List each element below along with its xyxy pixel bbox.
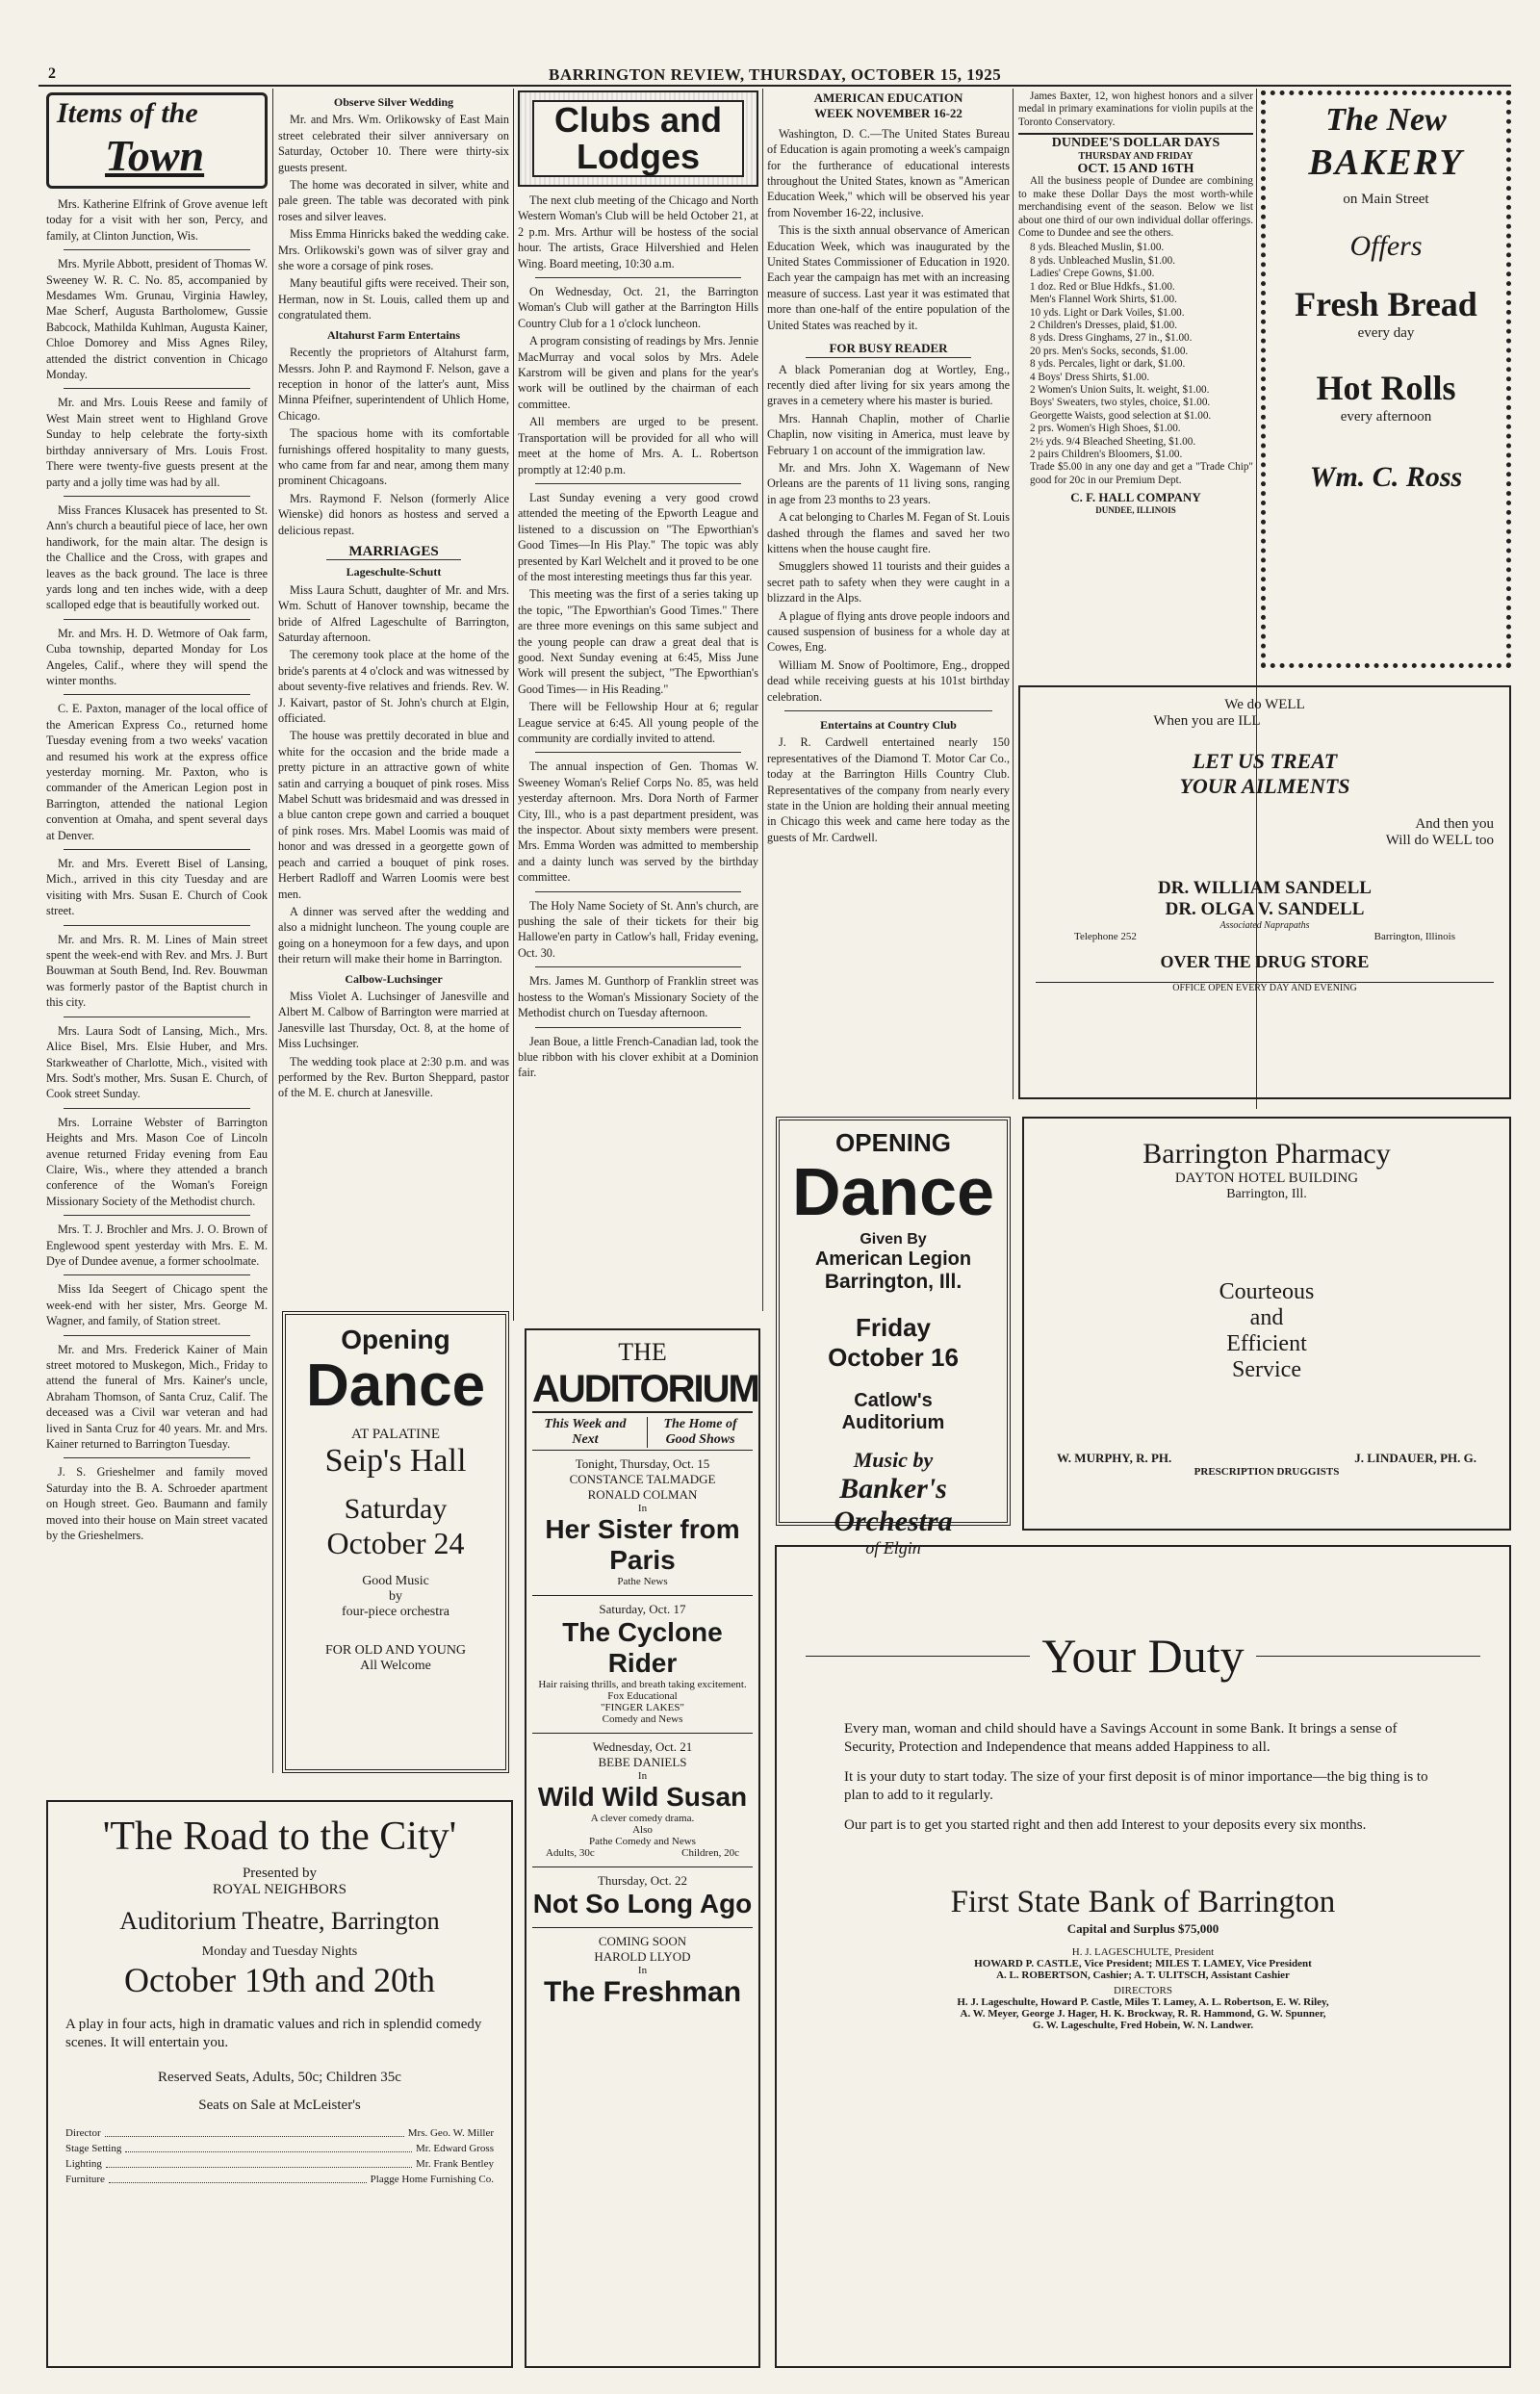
bank-name: First State Bank of Barrington [950,1885,1336,1919]
doctor-name: DR. WILLIAM SANDELL [1158,878,1372,898]
paragraph: This is the sixth annual observance of American Education Week, which was inaugurated by the United States Commissioner of Education in 1920. Each year the campaign has met with an increasing measure of success. Last year it was estimated that more than one-half of the entire population of the United States was reached by it. [767,223,1010,332]
dundee-offer-list [1018,242,1253,487]
dundee-offer-item: Men's Flannel Work Shirts, $1.00. [1030,294,1177,306]
legion-dance-ad [776,1117,1011,1557]
paragraph: Miss Emma Hinricks baked the wedding cake. Mrs. Orlikowski's gown was of silver gray and she wore a corsage of pink roses. [278,227,509,273]
seip-line: October 24 [326,1526,465,1560]
paragraph: Mr. and Mrs. John X. Wagemann of New Orleans are the parents of 11 living sons, ranging in age from 23 months to 23 years. [767,460,1010,506]
seip-line: Saturday [344,1493,448,1525]
paragraph: William M. Snow of Pooltimore, Eng., dropped dead while receiving guests at his 101st birthday celebration. [767,657,1010,704]
coming-soon: COMING SOON [532,1927,753,1949]
sandell-line: When you are ILL [1153,713,1261,729]
headline: AMERICAN EDUCATION [813,90,963,105]
dundee-town: DUNDEE, ILLINOIS [1095,504,1176,515]
road-prices: Reserved Seats, Adults, 50c; Children 35c [158,2070,401,2085]
dundee-offer-item: Trade $5.00 in any one day and get a "Trade Chip" good for 20c in our Premium Dept. [1030,461,1253,486]
paragraph: The ceremony took place at the home of the bride's parents at 4 o'clock and was witnessed by about seventy-five relatives and friends. Rev. W. J. Kaivart, pastor of St. John's church at Elgin, officiated. [278,648,509,726]
paragraph: Jean Boue, a little French-Canadian lad, took the blue ribbon with his clover exhibit at a Dominion fair. [518,1034,758,1080]
column-rule [762,89,763,1311]
dundee-subtitle: THURSDAY AND FRIDAY [1078,150,1194,162]
credit-role: Stage Setting [65,2143,122,2154]
road-sale: Seats on Sale at McLeister's [198,2098,361,2113]
paragraph: There will be Fellowship Hour at 6; regular League service at 6:45. All young people of the community are cordially invited to attend. [518,700,758,745]
sandell-telephone: Telephone 252 [1074,931,1137,942]
bakery-line: on Main Street [1343,192,1429,207]
paragraph: The annual inspection of Gen. Thomas W. Sweeney Woman's Relief Corps No. 85, was held yesterday afternoon. Mrs. Dora North of Farmer City, Ill., who is a past department president, was the inspector. About sixty members were present. Mrs. Emma Worden was admitted to membership and a dainty lunch was served by the birthday committee. [518,759,758,885]
news-item: Miss Frances Klusacek has presented to St. Ann's church a beautiful piece of lace, her own handiwork, for the main altar. The design is the Challice and the Cross, with grapes and leaves as the back ground. The lace is three yards long and ten inches wide, with a deep scalloped edge that is beautifully worked out. [46,502,268,612]
bank-officer: A. L. ROBERTSON, Cashier; A. T. ULITSCH, Assistant Cashier [996,1969,1290,1981]
paragraph: A dinner was served after the wedding and also a midnight luncheon. The young couple are going on a honeymoon for a few days, and upon their return will make their home in Barrington. [278,904,509,966]
dundee-title: DUNDEE'S DOLLAR DAYS [1051,136,1220,151]
showing-star: CONSTANCE TALMADGE [569,1472,716,1486]
legion-line: Dance [791,1154,995,1229]
admission-price: Children, 20c [681,1847,739,1859]
bakery-line: The New [1325,102,1447,138]
bakery-line: Wm. C. Ross [1309,461,1463,493]
pharmacy-ad [1022,1117,1511,1531]
showing-title: Not So Long Ago [532,1889,753,1918]
seip-line: four-piece orchestra [341,1605,450,1619]
page-number: 2 [48,65,56,82]
education-week-column [767,90,1010,1101]
legion-line: October 16 [828,1343,959,1372]
headline: Lageschulte-Schutt [346,565,442,579]
bank-officer: H. J. LAGESCHULTE, President [1071,1946,1215,1958]
dundee-offer-item: 2 pairs Children's Bloomers, $1.00. [1030,448,1183,460]
bakery-ad [1261,90,1511,668]
auditorium-line: THE [618,1338,667,1366]
news-item: Mrs. Laura Sodt of Lansing, Mich., Mrs. Alice Bisel, Mrs. Elsie Huber, and Mrs. Starkweather of Charlotte, Mich., visited with Mrs. Sodt's mother, Mrs. Susan E. Church, of Cook street Sunday. [46,1023,268,1101]
director-list: G. W. Lageschulte, Fred Hobein, W. N. Landwer. [1032,2020,1254,2031]
dundee-offer-item: 8 yds. Percales, light or dark, $1.00. [1030,358,1186,371]
pharmacy-line: PRESCRIPTION DRUGGISTS [1194,1466,1340,1478]
showing-line: Pathe Comedy and News [589,1836,696,1847]
road-line: October 19th and 20th [124,1961,435,1999]
director-list: H. J. Lageschulte, Howard P. Castle, Miles T. Lamey, A. L. Robertson, E. W. Riley, [957,1996,1329,2008]
clubs-and-lodges-logo [518,90,758,187]
dundee-offer-item: 1 doz. Red or Blue Hdkfs., $1.00. [1030,280,1175,293]
credit-row [65,2156,494,2172]
paragraph: Mrs. Hannah Chaplin, mother of Charlie Chaplin, now visiting in America, must leave by February 1 on account of the immigration law. [767,411,1010,457]
first-state-bank-ad [775,1545,1511,2368]
dundee-offer-item: 4 Boys' Dress Shirts, $1.00. [1030,371,1150,383]
dundee-offer-item: 8 yds. Bleached Muslin, $1.00. [1030,242,1165,254]
pharmacy-line: Barrington, Ill. [1226,1187,1307,1201]
showing-line: "FINGER LAKES" [601,1702,684,1713]
paragraph: A program consisting of readings by Mrs. Jennie MacMurray and vocal solos by Mrs. Adele Karstrom will be given and plans for the year's work will be outlined by the chairman of each committee. [518,334,758,411]
sandell-headline: LET US TREAT [1192,749,1338,773]
credit-role: Furniture [65,2174,105,2185]
legion-line: Orchestra [834,1506,953,1537]
dundee-offer-item: 8 yds. Unbleached Muslin, $1.00. [1030,254,1176,267]
sandell-town: Barrington, Illinois [1373,931,1455,942]
news-item: Mrs. Katherine Elfrink of Grove avenue left today for a visit with her son, Percy, and family, at Clinton Junction, Wis. [46,197,268,243]
sandell-line: Associated Naprapaths [1219,920,1310,931]
legion-line: American Legion [814,1248,972,1270]
bakery-line: Hot Rolls [1316,369,1456,407]
paragraph: Mrs. James M. Gunthorp of Franklin street was hostess to the Woman's Missionary Society of the Methodist church on Tuesday afternoon. [518,974,758,1020]
bank-paragraph: Every man, woman and child should have a Savings Account in some Bank. It brings a sense of Security, Protection and Independence that means added Happiness to all. [844,1721,1398,1755]
credits-list [65,2125,494,2187]
seip-line: AT PALATINE [350,1427,441,1442]
seip-line: Dance [305,1352,486,1419]
paragraph: Smugglers showed 11 tourists and their guides a secret path to safety when they were caught in a blizzard in the Alps. [767,559,1010,605]
paragraph: All the business people of Dundee are combining to make these Dollar Days the most worth-while merchandising event of the season. Below we list about one third of our own individual dollar offerings. Come to Dundee and see the others. [1018,175,1253,240]
legion-line: Given By [860,1231,927,1248]
road-to-the-city-ad [46,1800,513,2368]
paragraph: The next club meeting of the Chicago and North Western Woman's Club will be held October 21, at 2 p.m. Mrs. Arthur will be hostess of the social hour. The artists, Grace Hilvershied and Helen Wing. Board meeting, 10:30 a.m. [518,193,758,270]
paragraph: Mr. and Mrs. Wm. Orlikowsky of East Main street celebrated their silver anniversary on Saturday, October 10. There were thirty-six guests present. [278,113,509,174]
showing-line: Hair raising thrills, and breath taking excitement. [538,1679,747,1690]
paragraph: The Holy Name Society of St. Ann's church, are pushing the sale of their tickets for their big Hallowe'en party in Catlow's hall, Friday evening, Oct. 30. [518,898,758,960]
dundee-offer-item: 2 Women's Union Suits, lt. weight, $1.00. [1030,383,1210,396]
pharmacy-line: Efficient [1226,1331,1307,1356]
credit-row [65,2141,494,2156]
headline: Observe Silver Wedding [333,95,454,109]
bank-officer: HOWARD P. CASTLE, Vice President; MILES T. LAMEY, Vice President [974,1958,1312,1969]
seip-line: All Welcome [360,1659,431,1673]
headline: Altahurst Farm Entertains [327,327,460,342]
legion-line: Friday [855,1313,932,1342]
showing-line: Pathe News [617,1576,668,1587]
showing-star: BEBE DANIELS [598,1755,687,1769]
leader-dots [109,2172,367,2183]
items-title-a: Items of the [57,97,198,129]
sandell-headline: YOUR AILMENTS [1179,774,1350,798]
auditorium-ad [525,1328,760,2368]
credit-name: Mrs. Geo. W. Miller [407,2127,494,2139]
bakery-line: Offers [1349,230,1423,262]
sandell-naprapaths-ad [1018,685,1511,1099]
legion-line: of Elgin [865,1538,921,1557]
dundee-offer-item: 2½ yds. 9/4 Bleached Sheeting, $1.00. [1030,435,1196,448]
news-item: Mr. and Mrs. Frederick Kainer of Main street motored to Muskegon, Mich., Friday to attend the funeral of Mrs. Kainer's uncle, Abraham Thomson, of Santa Cruz, Calif. The deceased was a Civil war veteran and had lived in Santa Cruz for 40 years. Mr. and Mrs. Kainer returned to Barrington Tuesday. [46,1342,268,1452]
news-item: Mr. and Mrs. H. D. Wetmore of Oak farm, Cuba township, departed Monday for Los Angeles, Calif., where they will spend the winter months. [46,626,268,687]
admission-price: Adults, 30c [546,1847,595,1859]
credit-name: Mr. Edward Gross [416,2143,494,2154]
play-title: 'The Road to the City' [102,1815,457,1859]
paragraph: Miss Laura Schutt, daughter of Mr. and Mrs. Wm. Schutt of Hanover township, became the bride of Alfred Lageschulte of Barrington, Saturday afternoon. [278,582,509,644]
paragraph: This meeting was the first of a series taking up the topic, "The Epworthian's Good Times." There are three more evenings on this same subject and the young people can draw a great deal that is good. Next Sunday evening at 6:45, Miss June Work will present the subject, "The Epworthian's Good Times— in His Reading." [518,587,758,696]
pharmacy-line: Courteous [1219,1279,1315,1304]
showing-line: Also [632,1824,653,1836]
pharmacist-name: J. LINDAUER, PH. G. [1354,1451,1476,1465]
credit-role: Lighting [65,2158,102,2170]
dundee-dates: OCT. 15 AND 16TH [1077,162,1194,177]
sandell-hours: OFFICE OPEN EVERY DAY AND EVENING [1036,982,1494,993]
seips-hall-dance-ad [282,1311,509,1773]
bakery-line: every day [1357,325,1415,341]
headline: Calbow-Luchsinger [345,971,443,986]
column-rule [513,89,514,1321]
legion-line: Music by [853,1448,934,1472]
sandell-line: We do WELL [1224,697,1305,712]
items-title-b: Town [105,131,205,180]
road-description: A play in four acts, high in dramatic values and rich in splendid comedy scenes. It will entertain you. [65,2017,482,2050]
legion-line: Barrington, Ill. [824,1271,962,1293]
dundee-offer-item: 2 prs. Women's High Shoes, $1.00. [1030,423,1181,435]
paragraph: James Baxter, 12, won highest honors and a silver medal in primary examinations for violin pupils at the Toronto Conservatory. [1018,90,1253,128]
director-list: A. W. Meyer, George J. Hager, H. K. Brockway, R. R. Hammond, G. W. Spunner, [960,2008,1326,2020]
paragraph: On Wednesday, Oct. 21, the Barrington Woman's Club will gather at the Barrington Hills Country Club for a 1 o'clock luncheon. [518,285,758,330]
auditorium-tagline: The Home of Good Shows [647,1417,753,1448]
clubs-column [518,90,758,1323]
dundee-offer-item: 2 Children's Dresses, plaid, $1.00. [1030,319,1178,331]
showing-line: In [637,1503,648,1514]
paragraph: Miss Violet A. Luchsinger of Janesville and Albert M. Calbow of Barrington were married at Janesville last Thursday, Oct. 8, at the home of Miss Luchsinger. [278,989,509,1051]
sandell-line: And then you [1415,816,1494,832]
road-line: Monday and Tuesday Nights [201,1944,358,1959]
masthead: BARRINGTON REVIEW, THURSDAY, OCTOBER 15, 1925 [549,65,1002,84]
paragraph: Mrs. Raymond F. Nelson (formerly Alice Wienske) did honors as hostess and served a delicious repast. [278,491,509,537]
page-header [38,64,1511,87]
road-line: ROYAL NEIGHBORS [212,1882,347,1897]
directors-heading: DIRECTORS [1114,1985,1172,1996]
credit-row [65,2172,494,2187]
showing-date: Saturday, Oct. 17 [532,1595,753,1617]
seip-line: Good Music [362,1574,429,1588]
clubs-logo-text: Clubs and Lodges [532,100,744,177]
items-of-town-heading [46,92,268,189]
paragraph: The home was decorated in silver, white and pale green. The table was decorated with pink roses and silver leaves. [278,178,509,223]
dundee-offer-item: Ladies' Crepe Gowns, $1.00. [1030,268,1155,280]
sandell-location: OVER THE DRUG STORE [1160,952,1370,971]
news-item: C. E. Paxton, manager of the local office of the American Express Co., returned home Tuesday evening from a two weeks' vacation and resumed his work at the express office yesterday morning. Mr. Paxton, who is commander of the American Legion post in Barrington, attended the national Legion convention at Omaha, and spent several days at Denver. [46,702,268,842]
road-line: Auditorium Theatre, Barrington [119,1907,440,1935]
leader-dots [106,2156,412,2168]
your-duty-title: Your Duty [1041,1629,1245,1683]
showing-line: Fox Educational [607,1690,678,1702]
showing-star: HAROLD LLYOD [594,1949,691,1964]
pharmacy-line: Barrington Pharmacy [1142,1138,1391,1170]
paragraph: Recently the proprietors of Altahurst farm, Messrs. John P. and Raymond F. Nelson, gave a reception in honor of the latter's aunt, Miss Minna Pfeifner, superintendent of Uhlich Home, Chicago. [278,346,509,423]
showing-line: In [637,1770,648,1782]
dundee-store: C. F. HALL COMPANY [1070,490,1201,505]
showing-title: Wild Wild Susan [537,1782,748,1812]
news-item: Mrs. Myrile Abbott, president of Thomas W. Sweeney W. R. C. No. 85, accompanied by Mesdames Wm. Grunau, Virginia Hawley, Mae Scherf, Augusta Bartholomew, Gussie Babcock, Mathilda Kuhlman, Augusta Kainer, Chloe Domorey and Miss Agnes Riley, attended the district convention in Chicago Monday. [46,257,268,382]
showing-date: Thursday, Oct. 22 [532,1866,753,1889]
sandell-line: Will do WELL too [1385,833,1494,848]
dundee-dollar-days [1018,90,1253,668]
marriages-headline: MARRIAGES [326,544,461,560]
bakery-line: Fresh Bread [1295,285,1477,323]
news-item: Mrs. Lorraine Webster of Barrington Heights and Mrs. Mason Coe of Lincoln avenue returned Friday evening from Eau Claire, Wis., where they attended a branch conference of the Woman's Foreign Missionary Society of the Methodist church. [46,1115,268,1208]
showing-date: Wednesday, Oct. 21 [532,1733,753,1755]
showing-star: RONALD COLMAN [587,1487,698,1502]
dundee-offer-item: Georgette Waists, good selection at $1.00. [1030,409,1212,422]
paragraph: Many beautiful gifts were received. Their son, Herman, now in St. Louis, called them up and congratulated them. [278,276,509,322]
dundee-offer-item: 8 yds. Dress Ginghams, 27 in., $1.00. [1030,332,1193,345]
leader-dots [105,2125,404,2137]
news-item: Mr. and Mrs. Everett Bisel of Lansing, Mich., arrived in this city Tuesday and are visiting with Mrs. Susan E. Church of Cook street. [46,857,268,918]
showing-title: Her Sister from Paris [545,1514,740,1575]
paragraph: The wedding took place at 2:30 p.m. and was performed by the Rev. Burton Sheppard, pastor of the M. E. church at Janesville. [278,1054,509,1100]
pharmacy-line: DAYTON HOTEL BUILDING [1174,1171,1359,1186]
showing-line: Comedy and News [602,1713,683,1725]
column-rule [272,89,273,1773]
paragraph: A plague of flying ants drove people indoors and caused suspension of business for a whole day at Cowes, Eng. [767,608,1010,655]
bank-capital: Capital and Surplus $75,000 [1066,1921,1219,1936]
seip-line: Seip's Hall [324,1443,467,1479]
bakery-line: BAKERY [1308,142,1464,183]
headline: Entertains at Country Club [820,718,957,733]
column-rule [1013,89,1014,1099]
credit-role: Director [65,2127,101,2139]
bank-paragraph: It is your duty to start today. The size of your first deposit is of minor importance—the big thing is to plan to add to it regularly. [844,1769,1428,1803]
paragraph: The house was prettily decorated in blue and white for the occasion and the bride made a pretty picture in an attractive gown of white satin and carrying a bouquet of pink roses. Miss Mabel Schutt was bridesmaid and was dressed in a blue canton crepe gown and carried a bouquet of pink roses. Mrs. Mabel Loomis was maid of honor and was dressed in a georgette gown of peach and carried a bouquet of pink roses. Herbert Radloff and Warren Loomis were best men. [278,729,509,901]
legion-line: Catlow's [854,1390,933,1411]
news-item: Mr. and Mrs. Louis Reese and family of West Main street went to Highland Grove Sunday to help celebrate the forty-sixth birthday anniversary of Mrs. Louis Frost. There were twenty-five guests present at the party and a jolly time was had by all. [46,396,268,489]
seip-line: by [389,1589,402,1604]
showing-line: In [637,1965,648,1976]
showing-title: The Cyclone Rider [562,1617,723,1678]
credit-name: Mr. Frank Bentley [416,2158,494,2170]
news-item: J. S. Grieshelmer and family moved Saturday into the B. A. Schroeder apartment on Hough street. Geo. Baumann and family moved into their house on Main street vacated by the Grieshelmers. [46,1465,268,1543]
legion-line: OPENING [835,1128,951,1157]
showing-line: A clever comedy drama. [590,1813,695,1824]
paragraph: The spacious home with its comfortable furnishings offered hospitality to many guests, who came from far and near, among them many prominent Chicagoans. [278,426,509,488]
seip-line: Opening [341,1325,450,1354]
road-line: Presented by [242,1866,318,1881]
auditorium-title: AUDITORIUM [532,1367,753,1413]
bank-paragraph: Our part is to get you started right and then add Interest to your deposits every six months. [844,1817,1367,1833]
society-column [278,90,509,1323]
bakery-line: every afternoon [1340,409,1432,425]
legion-line: Banker's [839,1473,947,1505]
paragraph: Washington, D. C.—The United States Bureau of Education is again promoting a week's campaign for the furtherance of educational interests throughout the United States, known as "American Education Week," which will be observed his year from November 16-22, inclusive. [767,126,1010,219]
items-of-town-column [46,92,268,1777]
paragraph: Last Sunday evening a very good crowd attended the meeting of the Epworth League and listened to a discussion on "The Epworthian's Good Times—In His Play." The topic was ably presented by Karl Welchelt and it proved to be one of the most interesting meetings thus far this year. [518,490,758,583]
credit-row [65,2125,494,2141]
dundee-offer-item: 10 yds. Light or Dark Voiles, $1.00. [1030,306,1185,319]
news-item: Miss Ida Seegert of Chicago spent the week-end with her sister, Mrs. George M. Wagner, and family, of Station street. [46,1282,268,1328]
news-item: Mr. and Mrs. R. M. Lines of Main street spent the week-end with Rev. and Mrs. J. Burt Bouwman at South Bend, Ind. Rev. Bouwman was formerly pastor of the Baptist church in this city. [46,932,268,1010]
pharmacy-line: Service [1232,1357,1301,1382]
paragraph: A black Pomeranian dog at Wortley, Eng., recently died after living for six years among the graves in a cemetery where his master is buried. [767,362,1010,408]
leader-dots [125,2141,412,2152]
showing-date: Tonight, Thursday, Oct. 15 [575,1456,710,1471]
headline: WEEK NOVEMBER 16-22 [814,106,962,121]
headline: FOR BUSY READER [806,341,971,357]
credit-name: Plagge Home Furnishing Co. [370,2174,494,2185]
pharmacist-name: W. MURPHY, R. PH. [1057,1451,1172,1465]
dundee-offer-item: 20 prs. Men's Socks, seconds, $1.00. [1030,345,1189,357]
paragraph: A cat belonging to Charles M. Fegan of St. Louis dashed through the flames and saved her two kittens when the house caught fire. [767,510,1011,555]
auditorium-tagline: This Week and Next [544,1417,627,1447]
showing-title: The Freshman [543,1976,742,2008]
news-item: Mrs. T. J. Brochler and Mrs. J. O. Brown of Englewood spent yesterday with Mrs. E. M. Dye of Dundee avenue, a former schoolmate. [46,1223,268,1268]
doctor-name: DR. OLGA V. SANDELL [1165,899,1365,919]
pharmacy-line: and [1249,1305,1284,1330]
paragraph: All members are urged to be present. Transportation will be provided for all who will meet at the home of Mrs. A. L. Robertson promptly at 12:40 p.m. [518,415,758,476]
paragraph: J. R. Cardwell entertained nearly 150 representatives of the Diamond T. Motor Car Co., today at the Barrington Hills Country Club. Representatives of the company from nearly every state in the Union are holding their annual meeting in Chicago this week and came here today as the guests of Mr. Cardwell. [767,735,1010,844]
legion-line: Auditorium [841,1412,945,1433]
seip-line: FOR OLD AND YOUNG [324,1643,467,1658]
dundee-offer-item: Boys' Sweaters, two styles, choice, $1.00. [1030,397,1211,409]
